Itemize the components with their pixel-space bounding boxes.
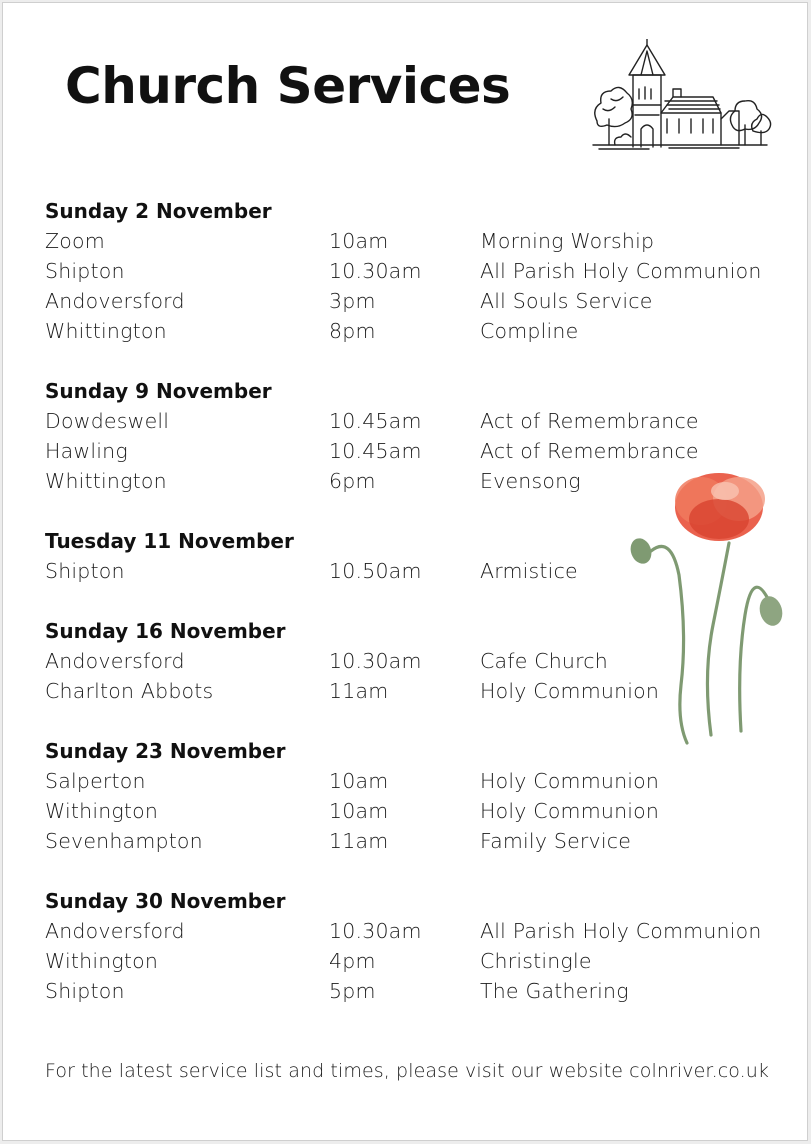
- service-location: Andoversford: [45, 649, 185, 673]
- service-name: Armistice: [480, 559, 578, 583]
- service-time: 4pm: [329, 949, 376, 973]
- day-heading: Sunday 2 November: [45, 199, 272, 223]
- service-location: Charlton Abbots: [45, 679, 214, 703]
- service-location: Zoom: [45, 229, 105, 253]
- service-name: Holy Communion: [480, 799, 660, 823]
- service-time: 3pm: [329, 289, 376, 313]
- service-name: Act of Remembrance: [480, 439, 699, 463]
- service-location: Sevenhampton: [45, 829, 203, 853]
- service-row: [45, 976, 785, 1006]
- service-time: 6pm: [329, 469, 376, 493]
- service-row: [45, 646, 785, 676]
- service-name: Christingle: [480, 949, 592, 973]
- service-location: Andoversford: [45, 289, 185, 313]
- service-time: 10am: [329, 799, 389, 823]
- website-note: For the latest service list and times, please visit our website colnriver.co.uk: [45, 1060, 770, 1082]
- service-location: Andoversford: [45, 919, 185, 943]
- service-name: All Parish Holy Communion: [480, 259, 762, 283]
- service-time: 10.30am: [329, 649, 422, 673]
- service-location: Shipton: [45, 559, 125, 583]
- day-block: [45, 616, 785, 706]
- service-name: Family Service: [480, 829, 632, 853]
- service-time: 10.30am: [329, 259, 422, 283]
- service-location: Shipton: [45, 259, 125, 283]
- day-block: [45, 196, 785, 346]
- service-name: All Souls Service: [480, 289, 653, 313]
- day-heading: Tuesday 11 November: [45, 529, 294, 553]
- service-time: 5pm: [329, 979, 376, 1003]
- service-time: 10.45am: [329, 409, 422, 433]
- service-row: [45, 226, 785, 256]
- day-heading: Sunday 9 November: [45, 379, 272, 403]
- service-name: Holy Communion: [480, 769, 660, 793]
- service-location: Salperton: [45, 769, 146, 793]
- service-time: 10am: [329, 229, 389, 253]
- service-time: 10.45am: [329, 439, 422, 463]
- day-block: [45, 886, 785, 1006]
- service-row: [45, 826, 785, 856]
- service-name: Evensong: [480, 469, 581, 493]
- service-location: Withington: [45, 949, 159, 973]
- day-heading: Sunday 30 November: [45, 889, 286, 913]
- service-name: Holy Communion: [480, 679, 660, 703]
- service-row: [45, 946, 785, 976]
- day-block: [45, 736, 785, 856]
- service-schedule: [45, 196, 785, 1036]
- service-time: 10.30am: [329, 919, 422, 943]
- service-name: All Parish Holy Communion: [480, 919, 762, 943]
- service-location: Whittington: [45, 469, 167, 493]
- service-sheet: [2, 2, 808, 1141]
- service-location: Shipton: [45, 979, 125, 1003]
- service-row: [45, 676, 785, 706]
- service-name: Cafe Church: [480, 649, 608, 673]
- service-name: Compline: [480, 319, 579, 343]
- day-block: [45, 376, 785, 496]
- service-time: 10.50am: [329, 559, 422, 583]
- service-location: Withington: [45, 799, 159, 823]
- service-time: 11am: [329, 829, 389, 853]
- service-row: [45, 766, 785, 796]
- service-name: Act of Remembrance: [480, 409, 699, 433]
- service-row: [45, 256, 785, 286]
- service-time: 10am: [329, 769, 389, 793]
- service-time: 11am: [329, 679, 389, 703]
- day-heading: Sunday 16 November: [45, 619, 286, 643]
- service-row: [45, 556, 785, 586]
- service-row: [45, 286, 785, 316]
- service-row: [45, 796, 785, 826]
- service-row: [45, 436, 785, 466]
- service-location: Whittington: [45, 319, 167, 343]
- service-row: [45, 916, 785, 946]
- church-sketch-icon: [589, 39, 773, 153]
- service-location: Hawling: [45, 439, 128, 463]
- service-row: [45, 406, 785, 436]
- service-name: The Gathering: [480, 979, 629, 1003]
- service-name: Morning Worship: [480, 229, 655, 253]
- day-block: [45, 526, 785, 586]
- page-title: Church Services: [65, 57, 511, 115]
- service-time: 8pm: [329, 319, 376, 343]
- service-location: Dowdeswell: [45, 409, 170, 433]
- day-heading: Sunday 23 November: [45, 739, 286, 763]
- service-row: [45, 316, 785, 346]
- service-row: [45, 466, 785, 496]
